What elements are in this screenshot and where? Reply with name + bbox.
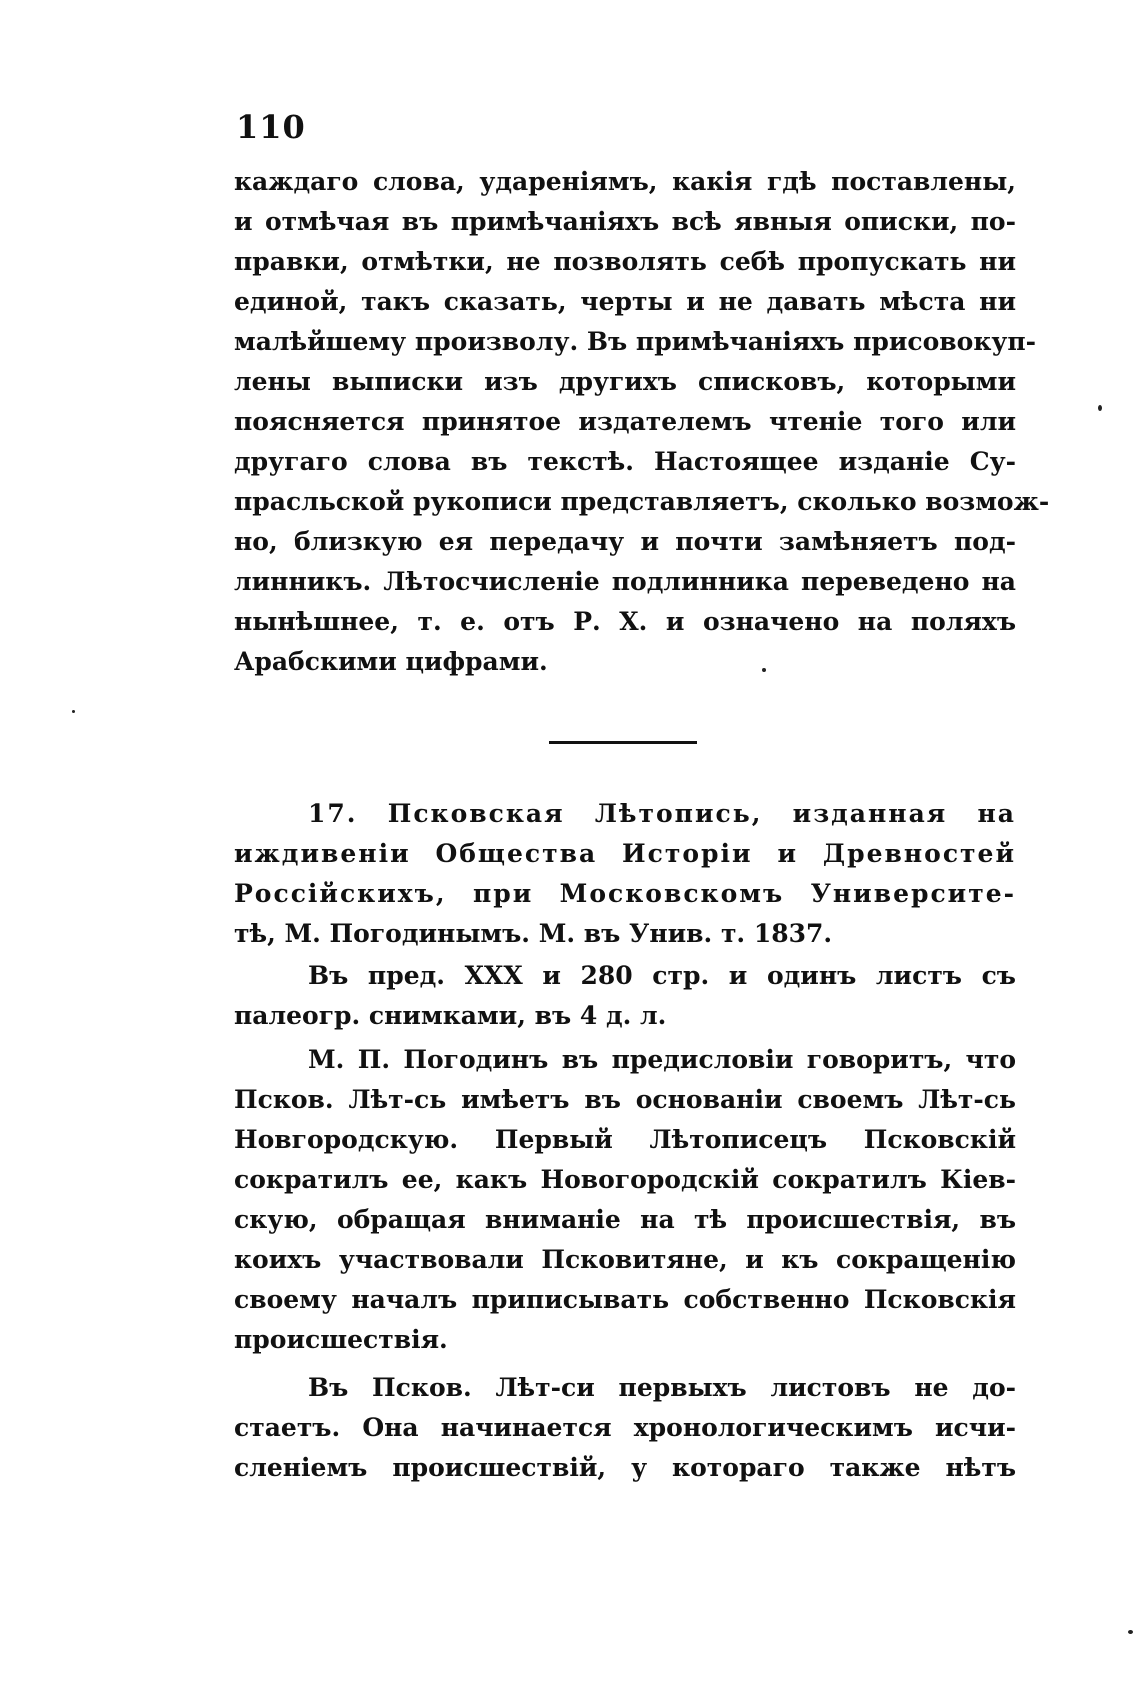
text-line: нынѣшнее, т. е. отъ Р. Х. и означено на поляхъ <box>234 607 1016 636</box>
text-line: но, близкую ея передачу и почти замѣняетъ под- <box>234 527 1016 556</box>
text-line: и отмѣчая въ примѣчаніяхъ всѣ явныя описки, по- <box>234 207 1016 236</box>
text-line: скую, обращая вниманіе на тѣ происшествія, въ <box>234 1205 1016 1234</box>
entry-heading-line: Россійскихъ, при Московскомъ Университе- <box>234 879 1016 908</box>
entry-heading-line: тѣ, М. Погодинымъ. М. въ Унив. т. 1837. <box>234 919 833 948</box>
text-line: другаго слова въ текстѣ. Настоящее изданіе Су- <box>234 447 1016 476</box>
text-line: малѣйшему произволу. Въ примѣчаніяхъ присовокуп- <box>234 327 1037 356</box>
text-line: Псков. Лѣт-сь имѣетъ въ основаніи своемъ Лѣт-сь <box>234 1085 1016 1114</box>
text-line: прасльской рукописи представляетъ, сколько возмож- <box>234 487 1050 516</box>
entry-heading-line: иждивеніи Общества Исторіи и Древностей <box>234 839 1016 868</box>
section-divider <box>549 741 697 744</box>
text-line: Въ пред. XXX и 280 стр. и одинъ листъ съ <box>308 961 1016 990</box>
text-line: сократилъ ее, какъ Новогородскій сократилъ Кіев- <box>234 1165 1016 1194</box>
text-line: Арабскими цифрами. <box>234 647 548 676</box>
text-line: правки, отмѣтки, не позволять себѣ пропускать ни <box>234 247 1016 276</box>
text-line: М. П. Погодинъ въ предисловіи говоритъ, что <box>308 1045 1016 1074</box>
text-line: единой, такъ сказать, черты и не давать мѣста ни <box>234 287 1016 316</box>
scan-speck <box>762 668 766 672</box>
entry-heading-line: 17. Псковская Лѣтопись, изданная на <box>308 799 1016 828</box>
text-line: поясняется принятое издателемъ чтеніе того или <box>234 407 1016 436</box>
scan-speck <box>72 710 75 713</box>
text-line: стаетъ. Она начинается хронологическимъ исчи- <box>234 1413 1016 1442</box>
text-line: палеогр. снимками, въ 4 д. л. <box>234 1001 667 1030</box>
text-line: лены выписки изъ другихъ списковъ, которыми <box>234 367 1016 396</box>
scan-speck <box>1098 405 1102 411</box>
text-line: линникъ. Лѣтосчисленіе подлинника переведено на <box>234 567 1016 596</box>
text-line: происшествія. <box>234 1325 448 1354</box>
scan-speck <box>1128 1630 1133 1634</box>
text-line: своему началъ приписывать собственно Псковскія <box>234 1285 1016 1314</box>
text-line: Новгородскую. Первый Лѣтописецъ Псковскій <box>234 1125 1016 1154</box>
text-line: коихъ участвовали Псковитяне, и къ сокращенію <box>234 1245 1016 1274</box>
text-line: Въ Псков. Лѣт-си первыхъ листовъ не до- <box>308 1373 1016 1402</box>
page-number: 110 <box>236 108 306 146</box>
text-line: каждаго слова, удареніямъ, какія гдѣ поставлены, <box>234 167 1016 196</box>
text-line: сленіемъ происшествій, у котораго также нѣтъ <box>234 1453 1016 1482</box>
